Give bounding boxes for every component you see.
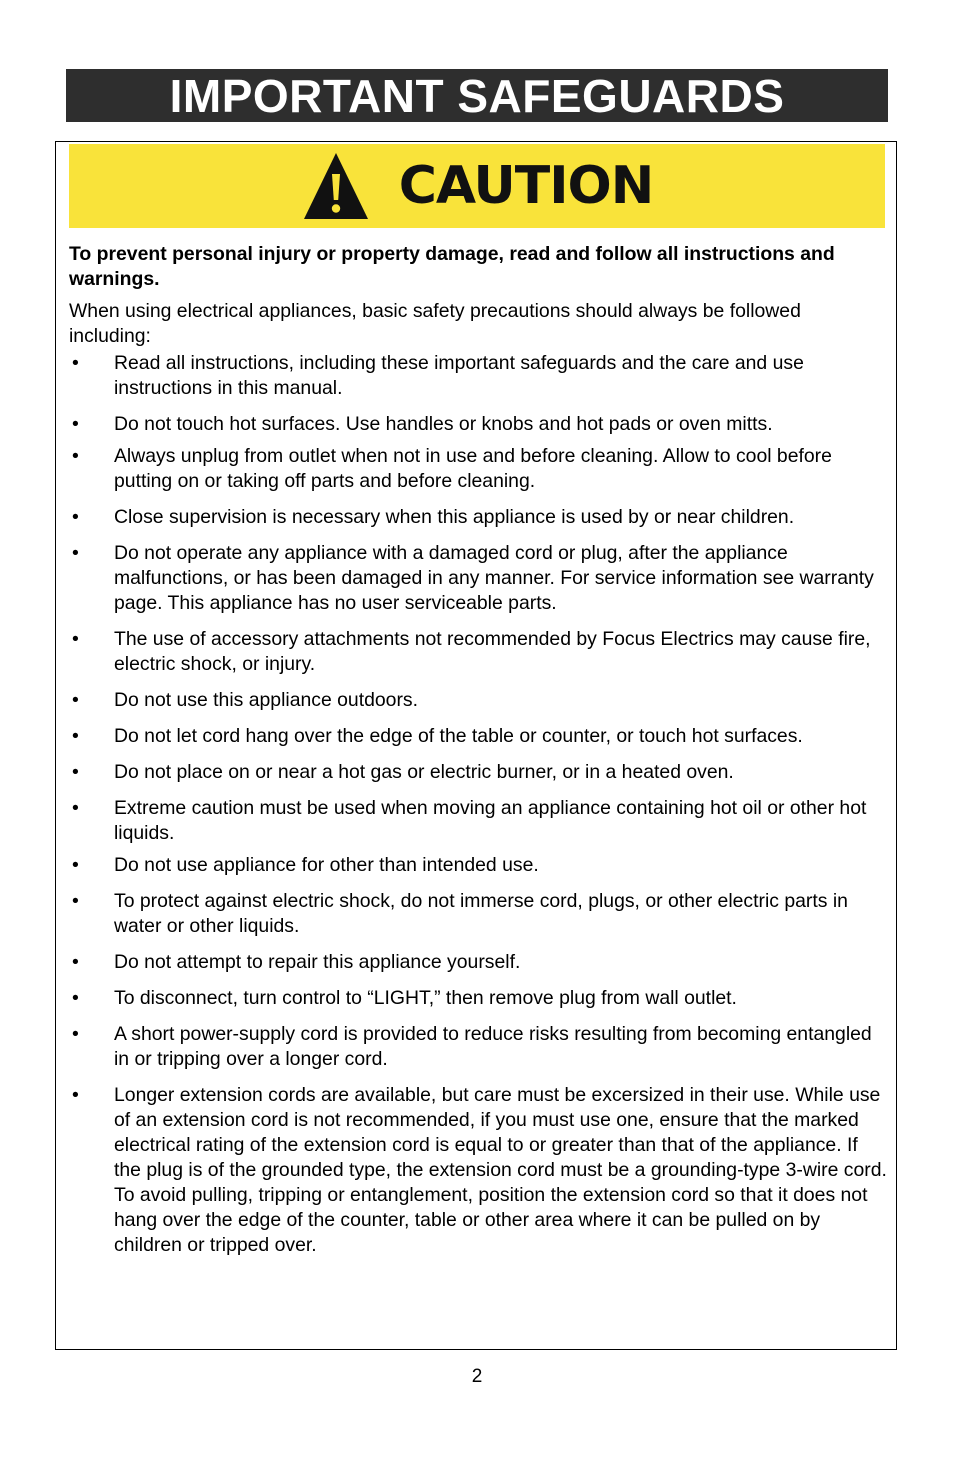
page-title: IMPORTANT SAFEGUARDS	[66, 69, 888, 122]
intro-text: When using electrical appliances, basic safety precautions should always be followed including:	[69, 300, 801, 347]
list-item: • Always unplug from outlet when not in use and before cleaning. Allow to cool before putting on or taking off parts and before cleaning.	[69, 444, 887, 494]
caution-banner	[69, 144, 885, 228]
page-number: 2	[471, 1366, 483, 1387]
caution-label: CAUTION	[398, 156, 654, 216]
list-item: • To disconnect, turn control to “LIGHT,” then remove plug from wall outlet.	[69, 986, 887, 1011]
list-item: • Do not let cord hang over the edge of the table or counter, or touch hot surfaces.	[69, 724, 887, 749]
list-item: • Do not use appliance for other than intended use.	[69, 853, 887, 878]
list-item: • Close supervision is necessary when this appliance is used by or near children.	[69, 505, 887, 530]
list-item: • To protect against electric shock, do not immerse cord, plugs, or other electric parts in water or other liquids.	[69, 889, 887, 939]
list-item: • Do not use this appliance outdoors.	[69, 688, 887, 713]
list-item: • Longer extension cords are available, but care must be excersized in their use. While use of an extension cord is not recommended, if you must use one, ensure that the marked electrical rating of the extension cord is equal to or greater than that of the appliance. If the plug is of the grounded type, the extension cord must be a grounding-type 3-wire cord. To avoid pulling, tripping or entanglement, position the extension cord so that it does not hang over the edge of the counter, table or other area where it can be pulled on by children or tripped over.	[69, 1083, 887, 1258]
list-item: • Extreme caution must be used when moving an appliance containing hot oil or other hot liquids.	[69, 796, 887, 846]
safeguards-content	[69, 242, 887, 1269]
list-item: • Do not touch hot surfaces. Use handles or knobs and hot pads or oven mitts.	[69, 412, 887, 437]
intro-warning: To prevent personal injury or property damage, read and follow all instructions and warnings.	[69, 243, 835, 290]
list-item: • Do not attempt to repair this appliance yourself.	[69, 950, 887, 975]
list-item: • Do not place on or near a hot gas or electric burner, or in a heated oven.	[69, 760, 887, 785]
warning-triangle-icon	[301, 150, 371, 222]
list-item: • Do not operate any appliance with a damaged cord or plug, after the appliance malfunctions, or has been damaged in any manner. For service information see warranty page. This appliance has no user serviceable parts.	[69, 541, 887, 616]
safeguard-list	[69, 351, 887, 1258]
list-item: • The use of accessory attachments not recommended by Focus Electrics may cause fire, electric shock, or injury.	[69, 627, 887, 677]
list-item: • Read all instructions, including these important safeguards and the care and use instructions in this manual.	[69, 351, 887, 401]
safeguards-box	[55, 141, 897, 1350]
list-item: • A short power-supply cord is provided to reduce risks resulting from becoming entangled in or tripping over a longer cord.	[69, 1022, 887, 1072]
